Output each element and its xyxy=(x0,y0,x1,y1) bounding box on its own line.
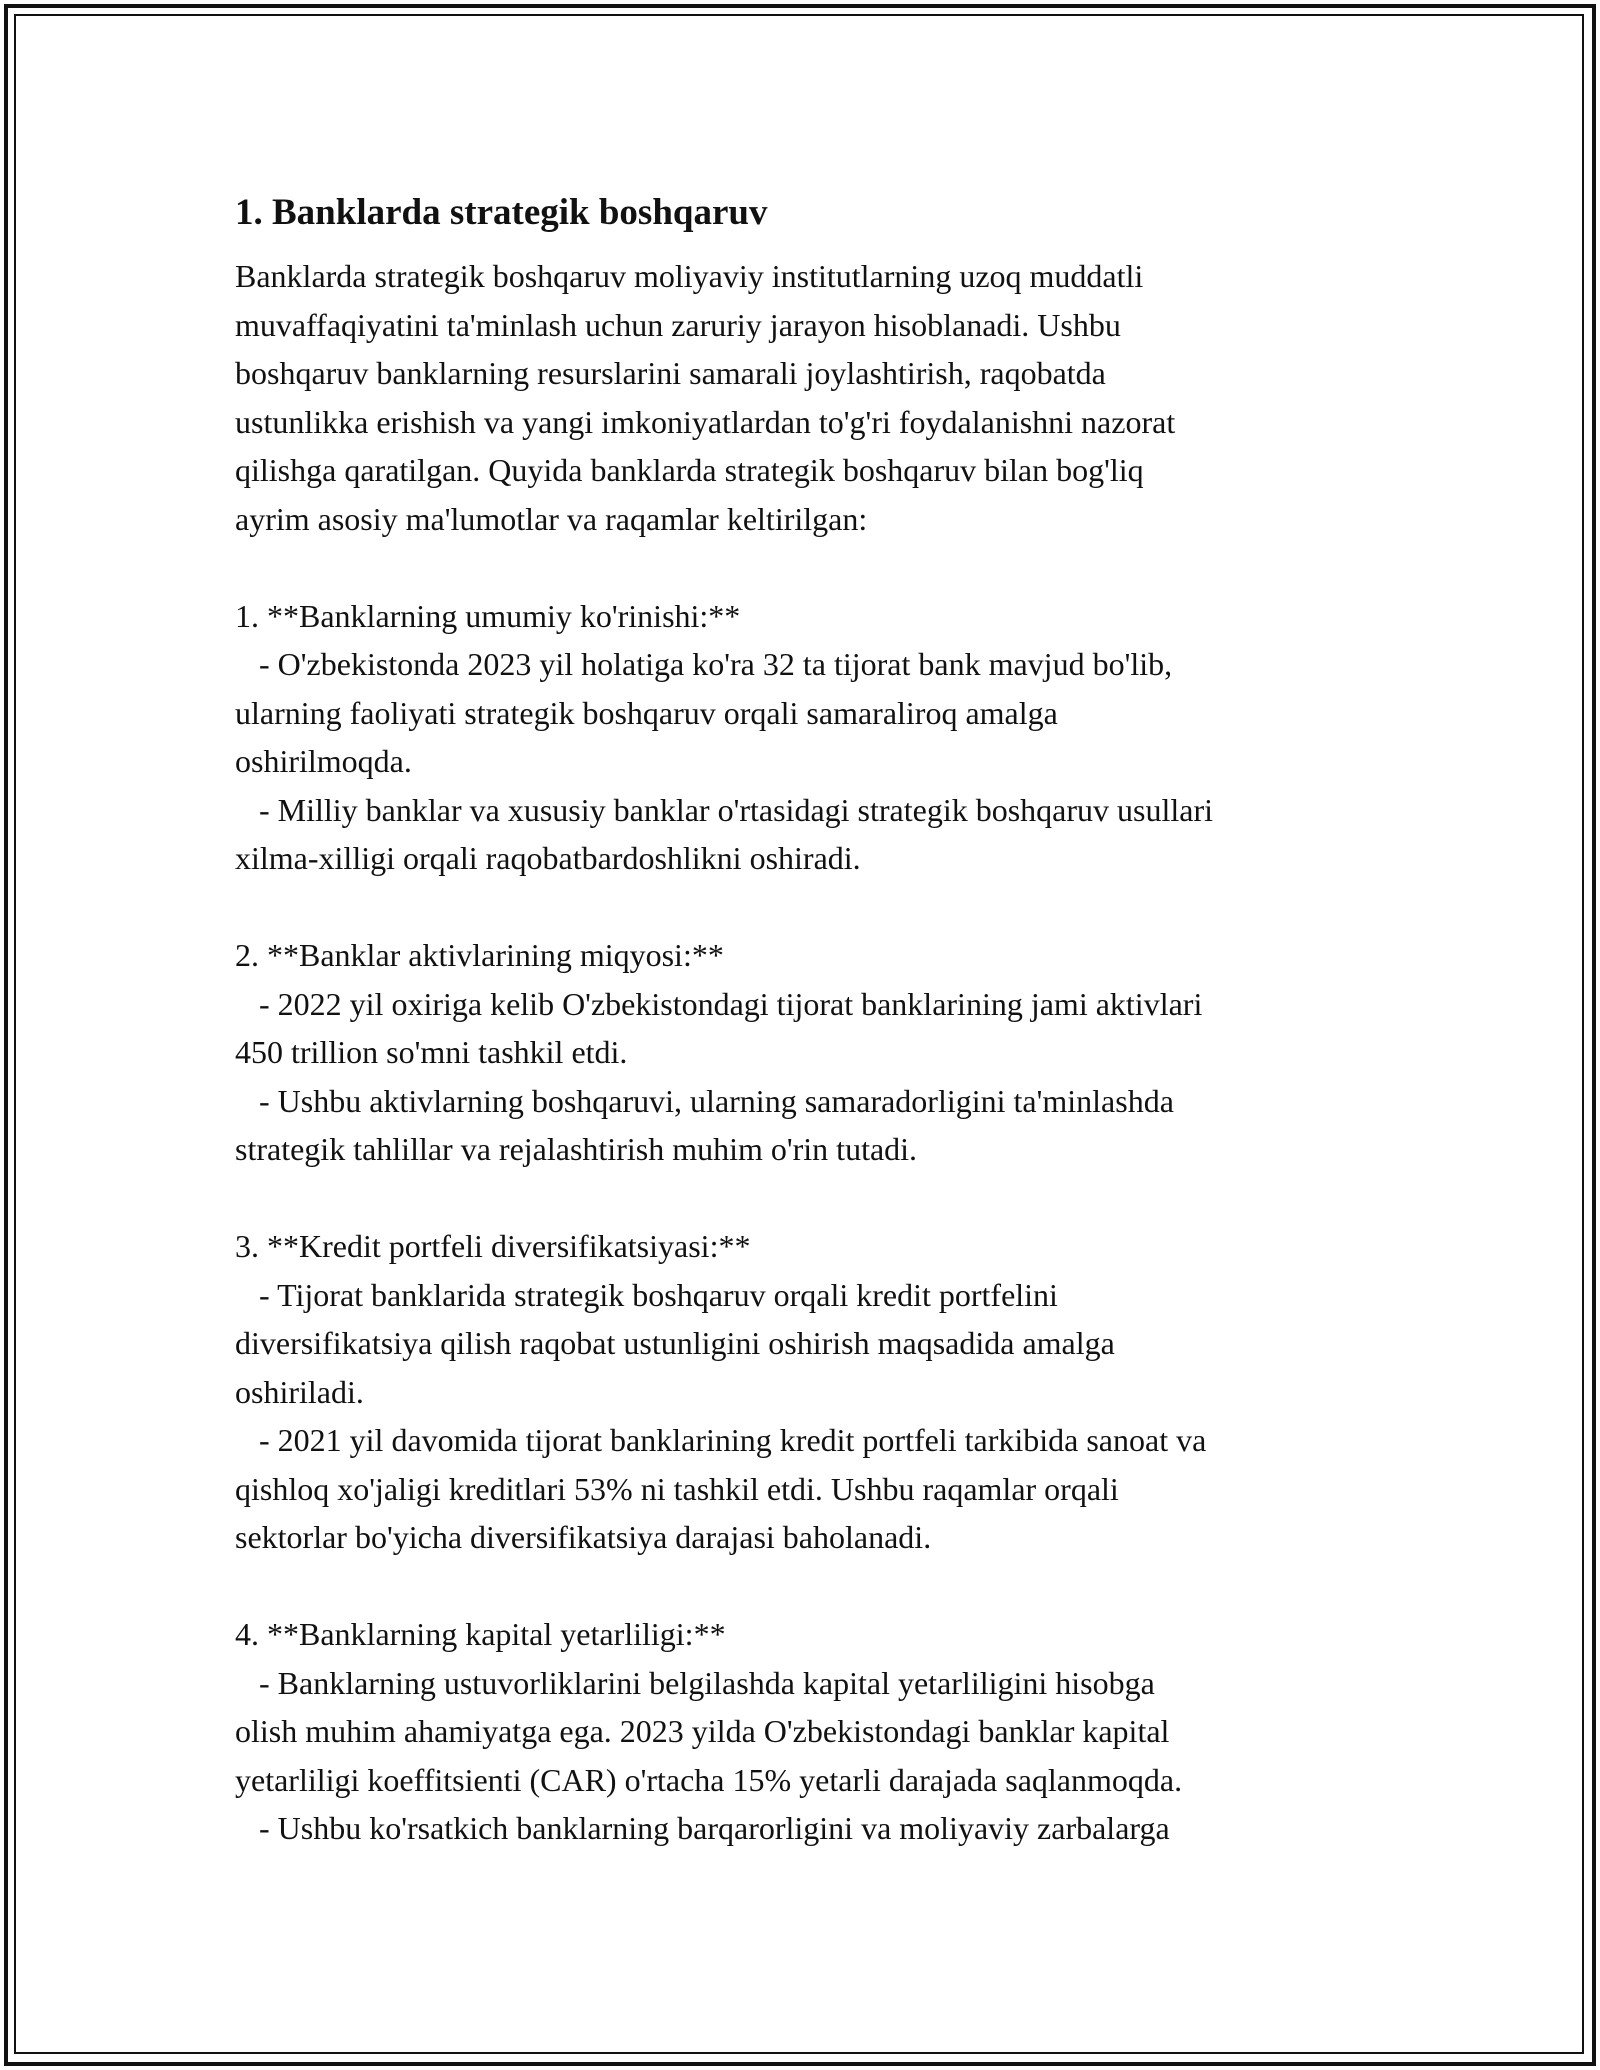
section-line: yetarliligi koeffitsienti (CAR) o'rtacha 15% yetarli darajada saqlanmoqda. xyxy=(235,1761,1183,1798)
section-line: xilma-xilligi orqali raqobatbardoshlikni oshiradi. xyxy=(235,840,861,876)
section-line: - 2021 yil davomida tijorat banklarining kredit portfeli tarkibida sanoat va xyxy=(235,1422,1207,1458)
section-line: - Banklarning ustuvorliklarini belgilashda kapital yetarliligini hisobga xyxy=(235,1664,1155,1701)
section-line: - Tijorat banklarida strategik boshqaruv orqali kredit portfelini xyxy=(235,1276,1058,1313)
section-heading: 2. **Banklar aktivlarining miqyosi:** xyxy=(235,937,724,973)
section-line: oshiriladi. xyxy=(235,1373,364,1410)
section-heading: 4. **Banklarning kapital yetarliligi:** xyxy=(235,1616,726,1652)
section-line: 450 trillion so'mni tashkil etdi. xyxy=(235,1034,628,1070)
intro-paragraph xyxy=(235,252,1375,543)
spacer xyxy=(235,1174,1375,1223)
spacer xyxy=(235,883,1375,932)
section-line: sektorlar bo'yicha diversifikatsiya darajasi baholanadi. xyxy=(235,1519,932,1555)
intro-line: boshqaruv banklarning resurslarini samarali joylashtirish, raqobatda xyxy=(235,355,1106,391)
section-heading: 3. **Kredit portfeli diversifikatsiyasi:** xyxy=(235,1228,751,1264)
section-line: - O'zbekistonda 2023 yil holatiga ko'ra 32 ta tijorat bank mavjud bo'lib, xyxy=(235,646,1173,682)
intro-line: ustunlikka erishish va yangi imkoniyatlardan to'g'ri foydalanishni nazorat xyxy=(235,403,1176,440)
intro-line: Banklarda strategik boshqaruv moliyaviy institutlarning uzoq muddatli xyxy=(235,258,1144,294)
spacer xyxy=(235,1562,1375,1611)
spacer xyxy=(235,543,1375,592)
section-line: - Ushbu aktivlarning boshqaruvi, ularning samaradorligini ta'minlashda xyxy=(235,1082,1174,1119)
section-4 xyxy=(235,1610,1375,1853)
section-line: oshirilmoqda. xyxy=(235,743,412,779)
document-title: 1. Banklarda strategik boshqaruv xyxy=(235,192,768,233)
section-3 xyxy=(235,1222,1375,1562)
intro-line: qilishga qaratilgan. Quyida banklarda strategik boshqaruv bilan bog'liq xyxy=(235,452,1144,488)
section-2 xyxy=(235,931,1375,1174)
section-line: - Ushbu ko'rsatkich banklarning barqarorligini va moliyaviy zarbalarga xyxy=(235,1810,1170,1846)
section-line: diversifikatsiya qilish raqobat ustunligini oshirish maqsadida amalga xyxy=(235,1325,1115,1361)
section-1 xyxy=(235,592,1375,883)
section-line: - Milliy banklar va xususiy banklar o'rtasidagi strategik boshqaruv usullari xyxy=(235,791,1214,828)
intro-line: ayrim asosiy ma'lumotlar va raqamlar keltirilgan: xyxy=(235,500,868,537)
section-heading: 1. **Banklarning umumiy ko'rinishi:** xyxy=(235,597,741,634)
document-body xyxy=(235,188,1375,1853)
intro-line: muvaffaqiyatini ta'minlash uchun zaruriy jarayon hisoblanadi. Ushbu xyxy=(235,306,1121,343)
section-line: qishloq xo'jaligi kreditlari 53% ni tashkil etdi. Ushbu raqamlar orqali xyxy=(235,1470,1119,1507)
section-line: strategik tahlillar va rejalashtirish muhim o'rin tutadi. xyxy=(235,1131,918,1167)
section-line: - 2022 yil oxiriga kelib O'zbekistondagi tijorat banklarining jami aktivlari xyxy=(235,985,1203,1022)
section-line: ularning faoliyati strategik boshqaruv orqali samaraliroq amalga xyxy=(235,694,1058,731)
section-line: olish muhim ahamiyatga ega. 2023 yilda O'zbekistondagi banklar kapital xyxy=(235,1713,1170,1749)
